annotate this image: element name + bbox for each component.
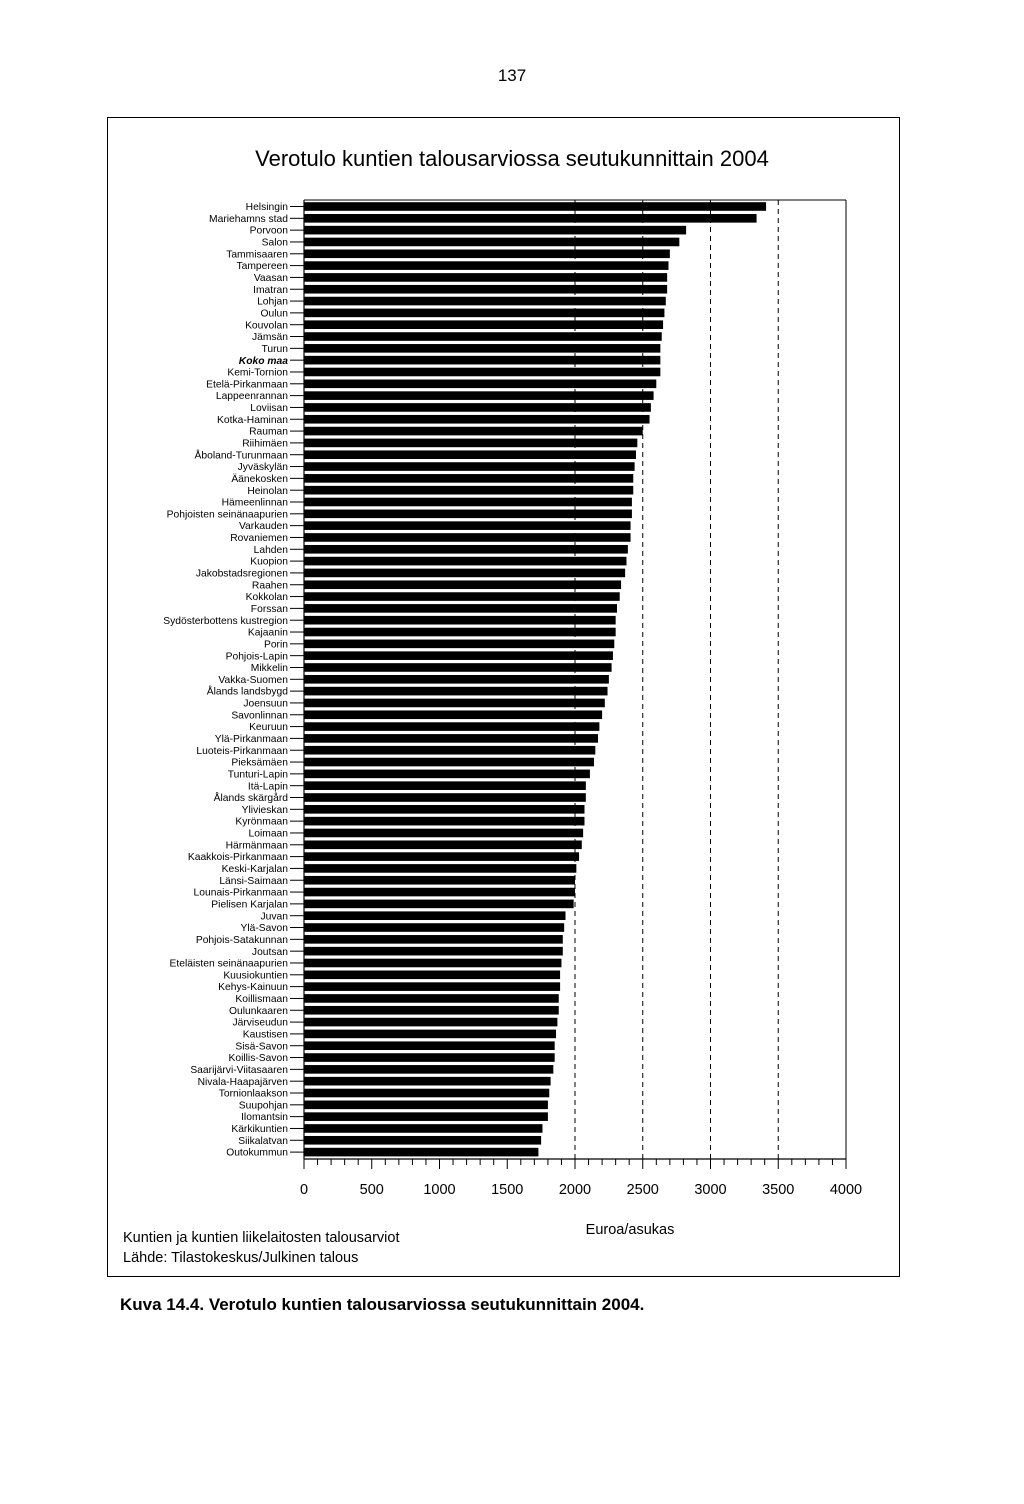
- category-label: Tammisaaren: [226, 249, 288, 261]
- category-label: Loviisan: [250, 403, 288, 415]
- category-label: Ylä-Savon: [240, 923, 288, 935]
- category-label: Åboland-Turunmaan: [194, 450, 288, 462]
- category-label: Kaakkois-Pirkanmaan: [187, 852, 288, 864]
- category-label: Kuusiokuntien: [223, 970, 288, 982]
- bar: [304, 1030, 556, 1039]
- category-label: Jämsän: [251, 332, 288, 344]
- category-label: Sisä-Savon: [235, 1041, 288, 1053]
- bar: [304, 923, 564, 932]
- bar: [304, 439, 637, 448]
- bar: [304, 1136, 541, 1145]
- category-label: Pohjoisten seinänaapurien: [166, 509, 288, 521]
- category-label: Helsingin: [245, 202, 288, 214]
- category-label: Lahden: [253, 544, 288, 556]
- category-label: Äänekosken: [231, 473, 288, 485]
- category-label: Oulunkaaren: [229, 1005, 288, 1017]
- category-label: Kyrönmaan: [235, 816, 288, 828]
- bar: [304, 971, 560, 980]
- category-label: Salon: [261, 237, 288, 249]
- category-label: Tornionlaakson: [218, 1088, 288, 1100]
- page-number: 137: [497, 66, 527, 85]
- category-label: Ylivieskan: [241, 804, 288, 816]
- bar: [304, 332, 662, 341]
- bar: [304, 214, 757, 223]
- category-label: Kaustisen: [242, 1029, 288, 1041]
- bar: [304, 202, 766, 211]
- category-label: Ylä-Pirkanmaan: [214, 734, 288, 745]
- bar: [304, 592, 620, 601]
- category-label: Kemi-Tornion: [227, 367, 288, 379]
- bar: [304, 344, 660, 353]
- category-label: Rauman: [249, 426, 288, 438]
- category-label: Rovaniemen: [230, 533, 288, 545]
- bar: [304, 663, 612, 672]
- category-label: Järviseudun: [232, 1017, 288, 1029]
- category-label: Outokummun: [226, 1147, 288, 1159]
- category-label: Kokkolan: [245, 592, 288, 604]
- category-label: Kehys-Kainuun: [218, 982, 288, 994]
- category-label: Porvoon: [249, 225, 288, 237]
- bar: [304, 521, 631, 530]
- category-label: Vakka-Suomen: [218, 674, 288, 686]
- category-label: Koko maa: [238, 355, 288, 367]
- category-label: Lappeenrannan: [215, 391, 288, 403]
- bar: [304, 1112, 548, 1121]
- category-label: Hämeenlinnan: [221, 497, 288, 509]
- bar: [304, 852, 579, 861]
- bar: [304, 226, 686, 235]
- category-label: Eteläisten seinänaapurien: [169, 958, 288, 970]
- category-label: Kotka-Haminan: [217, 414, 288, 426]
- bar: [304, 1053, 555, 1062]
- category-label: Suupohjan: [238, 1100, 288, 1112]
- bar: [304, 320, 663, 329]
- bar: [304, 829, 583, 838]
- category-labels: [163, 202, 288, 1159]
- bar: [304, 380, 656, 389]
- category-label: Mariehamns stad: [209, 213, 288, 225]
- bar: [304, 864, 576, 873]
- x-tick-label: 500: [359, 1182, 384, 1198]
- bar: [304, 710, 602, 719]
- category-label: Joensuun: [243, 698, 288, 710]
- bar: [304, 1124, 542, 1133]
- bar: [304, 746, 595, 755]
- category-label: Nivala-Haapajärven: [197, 1076, 288, 1088]
- category-label: Oulun: [260, 308, 288, 320]
- bar: [304, 1065, 553, 1074]
- category-label: Pohjois-Lapin: [225, 651, 288, 663]
- category-label: Joutsan: [251, 946, 288, 958]
- category-label: Itä-Lapin: [247, 781, 288, 793]
- category-label: Koillis-Savon: [228, 1053, 288, 1065]
- category-label: Pieksämäen: [231, 757, 288, 769]
- category-label: Lounais-Pirkanmaan: [193, 887, 288, 899]
- category-label: Härmänmaan: [225, 840, 288, 852]
- bars: [304, 202, 766, 1156]
- x-tick-label: 3000: [694, 1182, 727, 1198]
- bar: [304, 651, 613, 660]
- bar: [304, 770, 590, 779]
- bar: [304, 1018, 557, 1027]
- x-tick-label: 3500: [762, 1182, 795, 1198]
- bar: [304, 994, 559, 1003]
- bar: [304, 486, 633, 495]
- bar: [304, 840, 582, 849]
- source-line-1: Kuntien ja kuntien liikelaitosten talousarviot: [123, 1230, 400, 1246]
- bar: [304, 604, 617, 613]
- bar: [304, 273, 667, 282]
- bar: [304, 1077, 551, 1086]
- category-label: Mikkelin: [250, 663, 288, 675]
- bar: [304, 403, 651, 412]
- bar: [304, 1101, 548, 1110]
- bar: [304, 900, 574, 909]
- source-line-2: Lähde: Tilastokeskus/Julkinen talous: [123, 1250, 359, 1266]
- bar: [304, 545, 628, 554]
- bar: [304, 699, 605, 708]
- bar: [304, 533, 631, 542]
- category-label: Pohjois-Satakunnan: [195, 934, 288, 946]
- category-label: Imatran: [253, 284, 288, 296]
- bar: [304, 498, 632, 507]
- bar: [304, 616, 616, 625]
- bar: [304, 297, 666, 306]
- category-label: Lohjan: [257, 296, 288, 308]
- category-label: Ålands skärgård: [213, 793, 288, 805]
- bar: [304, 557, 626, 566]
- category-label: Kuopion: [250, 556, 288, 568]
- category-label: Saarijärvi-Viitasaaren: [190, 1064, 288, 1076]
- bar: [304, 1006, 559, 1015]
- category-label: Varkauden: [238, 521, 288, 533]
- bar: [304, 1041, 555, 1050]
- category-label: Länsi-Saimaan: [219, 875, 288, 887]
- category-label: Kärkikuntien: [231, 1124, 288, 1136]
- bar: [304, 817, 584, 826]
- bar: [304, 959, 561, 968]
- chart-title: Verotulo kuntien talousarviossa seutukunnittain 2004: [255, 146, 769, 171]
- bar: [304, 734, 598, 743]
- bar: [304, 888, 575, 897]
- category-label: Jyväskylän: [237, 462, 288, 474]
- bar: [304, 261, 668, 270]
- category-label: Loimaan: [248, 828, 288, 840]
- category-label: Raahen: [251, 580, 288, 592]
- bar: [304, 427, 643, 436]
- x-tick-label: 4000: [829, 1182, 863, 1198]
- category-label: Sydösterbottens kustregion: [163, 615, 288, 627]
- x-tick-label: 0: [299, 1182, 309, 1198]
- bar: [304, 947, 563, 956]
- category-label: Vaasan: [253, 273, 288, 285]
- category-label: Keski-Karjalan: [221, 864, 288, 876]
- bar: [304, 687, 608, 696]
- bar: [304, 805, 584, 814]
- category-label: Tampereen: [236, 261, 288, 273]
- bar: [304, 510, 632, 519]
- bar: [304, 876, 575, 885]
- category-label: Ålands landsbygd: [206, 686, 288, 698]
- bar: [304, 309, 664, 318]
- category-label: Kouvolan: [245, 320, 288, 332]
- bar: [304, 249, 670, 258]
- category-label: Turun: [261, 343, 288, 355]
- bar: [304, 1089, 549, 1098]
- bar: [304, 640, 614, 649]
- bar: [304, 391, 654, 400]
- x-tick-label: 2500: [626, 1182, 659, 1198]
- bar: [304, 675, 609, 684]
- bar: [304, 238, 679, 247]
- bar: [304, 982, 560, 991]
- category-label: Siikalatvan: [238, 1135, 288, 1147]
- category-label: Ilomantsin: [241, 1112, 288, 1124]
- category-label: Porin: [263, 639, 288, 651]
- x-tick-label: 1000: [423, 1182, 456, 1198]
- bar: [304, 415, 650, 424]
- category-label: Kajaanin: [247, 627, 288, 639]
- bar: [304, 580, 621, 589]
- category-label: Forssan: [250, 603, 288, 615]
- bar: [304, 285, 667, 294]
- bar: [304, 1148, 538, 1157]
- category-label: Pielisen Karjalan: [211, 899, 288, 911]
- x-tick-label: 2000: [558, 1182, 592, 1198]
- bar: [304, 569, 625, 578]
- bar: [304, 356, 660, 365]
- category-label: Tunturi-Lapin: [227, 769, 288, 781]
- bar: [304, 474, 633, 483]
- bar: [304, 368, 660, 377]
- bar: [304, 450, 636, 459]
- category-label: Riihimäen: [242, 438, 288, 450]
- x-tick-label: 1500: [491, 1182, 524, 1198]
- category-label: Savonlinnan: [231, 710, 288, 722]
- category-label: Koillismaan: [235, 994, 288, 1006]
- category-label: Etelä-Pirkanmaan: [206, 379, 288, 391]
- figure-caption: Kuva 14.4. Verotulo kuntien talousarviossa seutukunnittain 2004.: [120, 1295, 645, 1314]
- bar: [304, 911, 566, 920]
- bar: [304, 935, 563, 944]
- category-label: Heinolan: [247, 485, 288, 497]
- category-label: Juvan: [260, 911, 288, 923]
- bar: [304, 628, 616, 637]
- category-label: Jakobstadsregionen: [195, 568, 288, 580]
- bar: [304, 781, 586, 790]
- category-label: Keuruun: [249, 722, 288, 734]
- bar: [304, 793, 586, 802]
- bar: [304, 722, 599, 731]
- x-axis-label: Euroa/asukas: [585, 1222, 675, 1238]
- bar: [304, 462, 635, 471]
- category-label: Luoteis-Pirkanmaan: [196, 745, 288, 757]
- bar: [304, 758, 594, 767]
